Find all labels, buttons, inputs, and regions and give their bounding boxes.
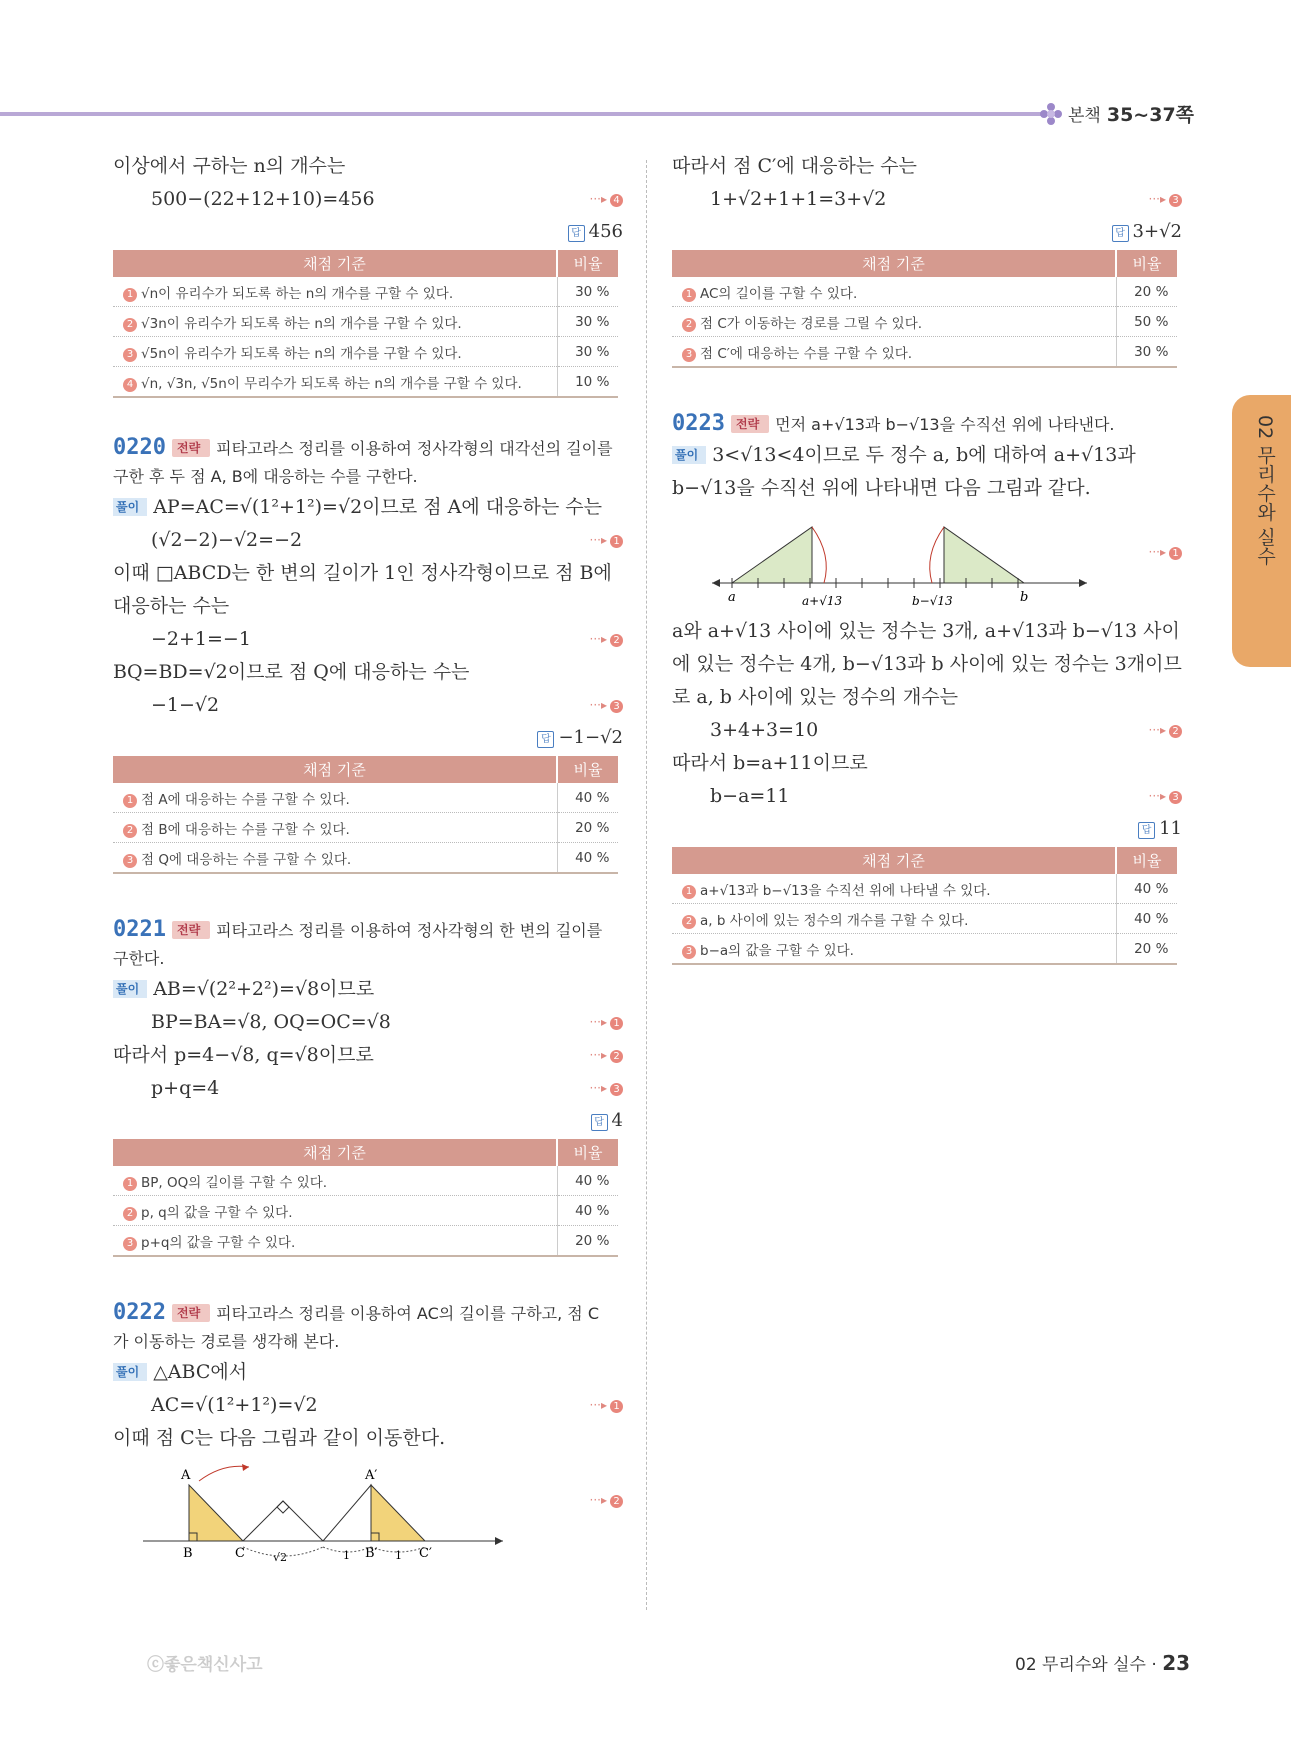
page-reference — [1040, 100, 1194, 127]
answer: 답 11 — [672, 813, 1182, 845]
top-rule — [0, 112, 1045, 116]
text-line: 로 a, b 사이에 있는 정수의 개수는 — [672, 686, 959, 708]
equation-line: −1−√2 ···▸ 3 — [113, 689, 623, 722]
label-C-prime: C′ — [419, 1546, 432, 1561]
page-number: 23 — [1162, 1651, 1191, 1675]
text-line: 에 있는 정수는 4개, b−√13과 b 사이에 있는 정수는 3개이므 — [672, 653, 1182, 675]
label-one: 1 — [395, 1549, 402, 1562]
text-line: 이때 □ABCD는 한 변의 길이가 1인 정사각형이므로 점 B에 — [113, 562, 612, 584]
label-sqrt2: √2 — [273, 1551, 288, 1564]
table-row: 2 p, q의 값을 구할 수 있다. 40 % — [113, 1196, 618, 1226]
page-footer: 02 무리수와 실수 · 23 — [1015, 1651, 1191, 1675]
text-line: 이때 점 C는 다음 그림과 같이 이동한다. — [113, 1427, 446, 1449]
answer-icon: 답 — [568, 225, 585, 242]
problem-strategy-cont: 가 이동하는 경로를 생각해 본다. — [113, 1332, 340, 1351]
problem-strategy-cont: 구한다. — [113, 949, 165, 968]
left-column — [113, 150, 623, 1565]
problem-0220-strategy: 0220 전략 피타고라스 정리를 이용하여 정사각형의 대각선의 길이를 — [113, 435, 613, 460]
table-row: 2 점 B에 대응하는 수를 구할 수 있다. 20 % — [113, 813, 618, 843]
number-line-diagram — [712, 505, 1112, 615]
number-line-figure: ···▸ 1 a a+√13 b−√13 b — [672, 505, 1182, 615]
ratio-header: 비율 — [557, 250, 618, 277]
text-line: 대응하는 수는 — [113, 595, 230, 617]
triangle-diagram — [143, 1455, 523, 1565]
text-line: 이상에서 구하는 n의 개수는 — [113, 155, 346, 177]
equation-line: p+q=4 ···▸ 3 — [113, 1072, 623, 1105]
page-ref-range: 35~37쪽 — [1106, 104, 1195, 126]
solution-line: 풀이 AP=AC=√(1²+1²)=√2이므로 점 A에 대응하는 수는 — [113, 491, 623, 524]
flower-icon — [1040, 103, 1062, 125]
label-B-prime: B′ — [365, 1546, 378, 1561]
equation-line: (√2−2)−√2=−2 ···▸ 1 — [113, 524, 623, 557]
table-row: 2 a, b 사이에 있는 정수의 개수를 구할 수 있다. 40 % — [672, 904, 1177, 934]
solution-line: 풀이 3<√13<4이므로 두 정수 a, b에 대하여 a+√13과 — [672, 439, 1182, 472]
grading-table: 채점 기준 비율 1 BP, OQ의 길이를 구할 수 있다. 40 % 2 p, q의 값을 구할 수 있다. 40 % 3 p+q의 값을 구할 수 있다. 20 % — [113, 1139, 618, 1257]
equation-line: −2+1=−1 ···▸ 2 — [113, 623, 623, 656]
grading-header: 채점 기준 — [113, 250, 557, 277]
equation-line: 500−(22+12+10)=456 ···▸ 4 — [113, 183, 623, 216]
text-line: 따라서 p=4−√8, q=√8이므로 ···▸ 2 — [113, 1039, 623, 1072]
solution-line: 풀이 AB=√(2²+2²)=√8이므로 — [113, 973, 623, 1006]
text-line: BQ=BD=√2이므로 점 Q에 대응하는 수는 — [113, 661, 470, 683]
text-line: a와 a+√13 사이에 있는 정수는 3개, a+√13과 b−√13 사이 — [672, 620, 1180, 642]
grading-table: 채점 기준 비율 1 AC의 길이를 구할 수 있다. 20 % 2 점 C가 이동하는 경로를 그릴 수 있다. 50 % 3 점 C′에 대응하는 수를 구할 수 있다. 30 % — [672, 250, 1177, 368]
equation-line: 1+√2+1+1=3+√2 ···▸ 3 — [672, 183, 1182, 216]
grading-table: 채점 기준 비율 1 a+√13과 b−√13을 수직선 위에 나타낼 수 있다. 40 % 2 a, b 사이에 있는 정수의 개수를 구할 수 있다. 40 % 3 b−a의 값을 구할 수 있다. 20 % — [672, 847, 1177, 965]
label-b: b — [1020, 590, 1029, 605]
table-row: 1 √n이 유리수가 되도록 하는 n의 개수를 구할 수 있다. 30 % — [113, 277, 618, 307]
grading-table — [113, 250, 618, 398]
table-row: 4 √n, √3n, √5n이 무리수가 되도록 하는 n의 개수를 구할 수 있다. 10 % — [113, 367, 618, 398]
publisher-mark: ⓒ좋은책신사고 — [147, 1655, 263, 1675]
problem-0221-strategy: 0221 전략 피타고라스 정리를 이용하여 정사각형의 한 변의 길이를 — [113, 917, 603, 942]
text-line: b−√13을 수직선 위에 나타내면 다음 그림과 같다. — [672, 477, 1091, 499]
equation-line: b−a=11 ···▸ 3 — [672, 780, 1182, 813]
label-B: B — [183, 1546, 193, 1561]
label-a: a — [728, 590, 736, 605]
text-line: 따라서 b=a+11이므로 — [672, 752, 868, 774]
label-C: C — [235, 1546, 245, 1561]
table-row: 3 p+q의 값을 구할 수 있다. 20 % — [113, 1226, 618, 1257]
step-marker: ···▸ 4 — [590, 183, 623, 216]
label-a-plus-sqrt13: a+√13 — [802, 594, 843, 608]
chapter-side-tab — [1232, 395, 1291, 667]
table-row: 1 BP, OQ의 길이를 구할 수 있다. 40 % — [113, 1166, 618, 1196]
table-row: 3 점 C′에 대응하는 수를 구할 수 있다. 30 % — [672, 337, 1177, 368]
grading-table: 채점 기준 비율 1 점 A에 대응하는 수를 구할 수 있다. 40 % 2 점 B에 대응하는 수를 구할 수 있다. 20 % 3 점 Q에 대응하는 수를 구할 수 있다. 40 % — [113, 756, 618, 874]
equation-line: AC=√(1²+1²)=√2 ···▸ 1 — [113, 1389, 623, 1422]
answer: 답 4 — [113, 1105, 623, 1137]
problem-0222-strategy: 0222 전략 피타고라스 정리를 이용하여 AC의 길이를 구하고, 점 C — [113, 1300, 599, 1325]
equation-line: 3+4+3=10 ···▸ 2 — [672, 714, 1182, 747]
page-ref-label: 본책 — [1068, 106, 1101, 126]
table-row: 2 점 C가 이동하는 경로를 그릴 수 있다. 50 % — [672, 307, 1177, 337]
answer: 답 456 — [113, 216, 623, 248]
table-row: 3 점 Q에 대응하는 수를 구할 수 있다. 40 % — [113, 843, 618, 874]
problem-strategy-cont: 구한 후 두 점 A, B에 대응하는 수를 구한다. — [113, 467, 418, 486]
right-column — [672, 150, 1182, 971]
label-A-prime: A′ — [365, 1468, 378, 1483]
table-row: 3 √5n이 유리수가 되도록 하는 n의 개수를 구할 수 있다. 30 % — [113, 337, 618, 367]
table-row: 1 a+√13과 b−√13을 수직선 위에 나타낼 수 있다. 40 % — [672, 874, 1177, 904]
table-row: 1 AC의 길이를 구할 수 있다. 20 % — [672, 277, 1177, 307]
answer: 답 3+√2 — [672, 216, 1182, 248]
table-row: 1 점 A에 대응하는 수를 구할 수 있다. 40 % — [113, 783, 618, 813]
label-b-minus-sqrt13: b−√13 — [912, 594, 953, 608]
label-one: 1 — [343, 1549, 350, 1562]
equation-line: BP=BA=√8, OQ=OC=√8 ···▸ 1 — [113, 1006, 623, 1039]
problem-0223-strategy: 0223 전략 먼저 a+√13과 b−√13을 수직선 위에 나타낸다. — [672, 411, 1115, 436]
chapter-side-tab-label: 02 무리수와 실수 — [1254, 415, 1276, 566]
rolling-triangle-figure: ···▸ 2 A A′ B C √2 1 B′ 1 C′ — [113, 1455, 623, 1565]
table-row: 2 √3n이 유리수가 되도록 하는 n의 개수를 구할 수 있다. 30 % — [113, 307, 618, 337]
label-A: A — [181, 1468, 191, 1483]
table-row: 3 b−a의 값을 구할 수 있다. 20 % — [672, 934, 1177, 965]
solution-line: 풀이 △ABC에서 — [113, 1356, 623, 1389]
text-line: 따라서 점 C′에 대응하는 수는 — [672, 155, 917, 177]
answer: 답 −1−√2 — [113, 722, 623, 754]
column-divider — [646, 160, 647, 1610]
